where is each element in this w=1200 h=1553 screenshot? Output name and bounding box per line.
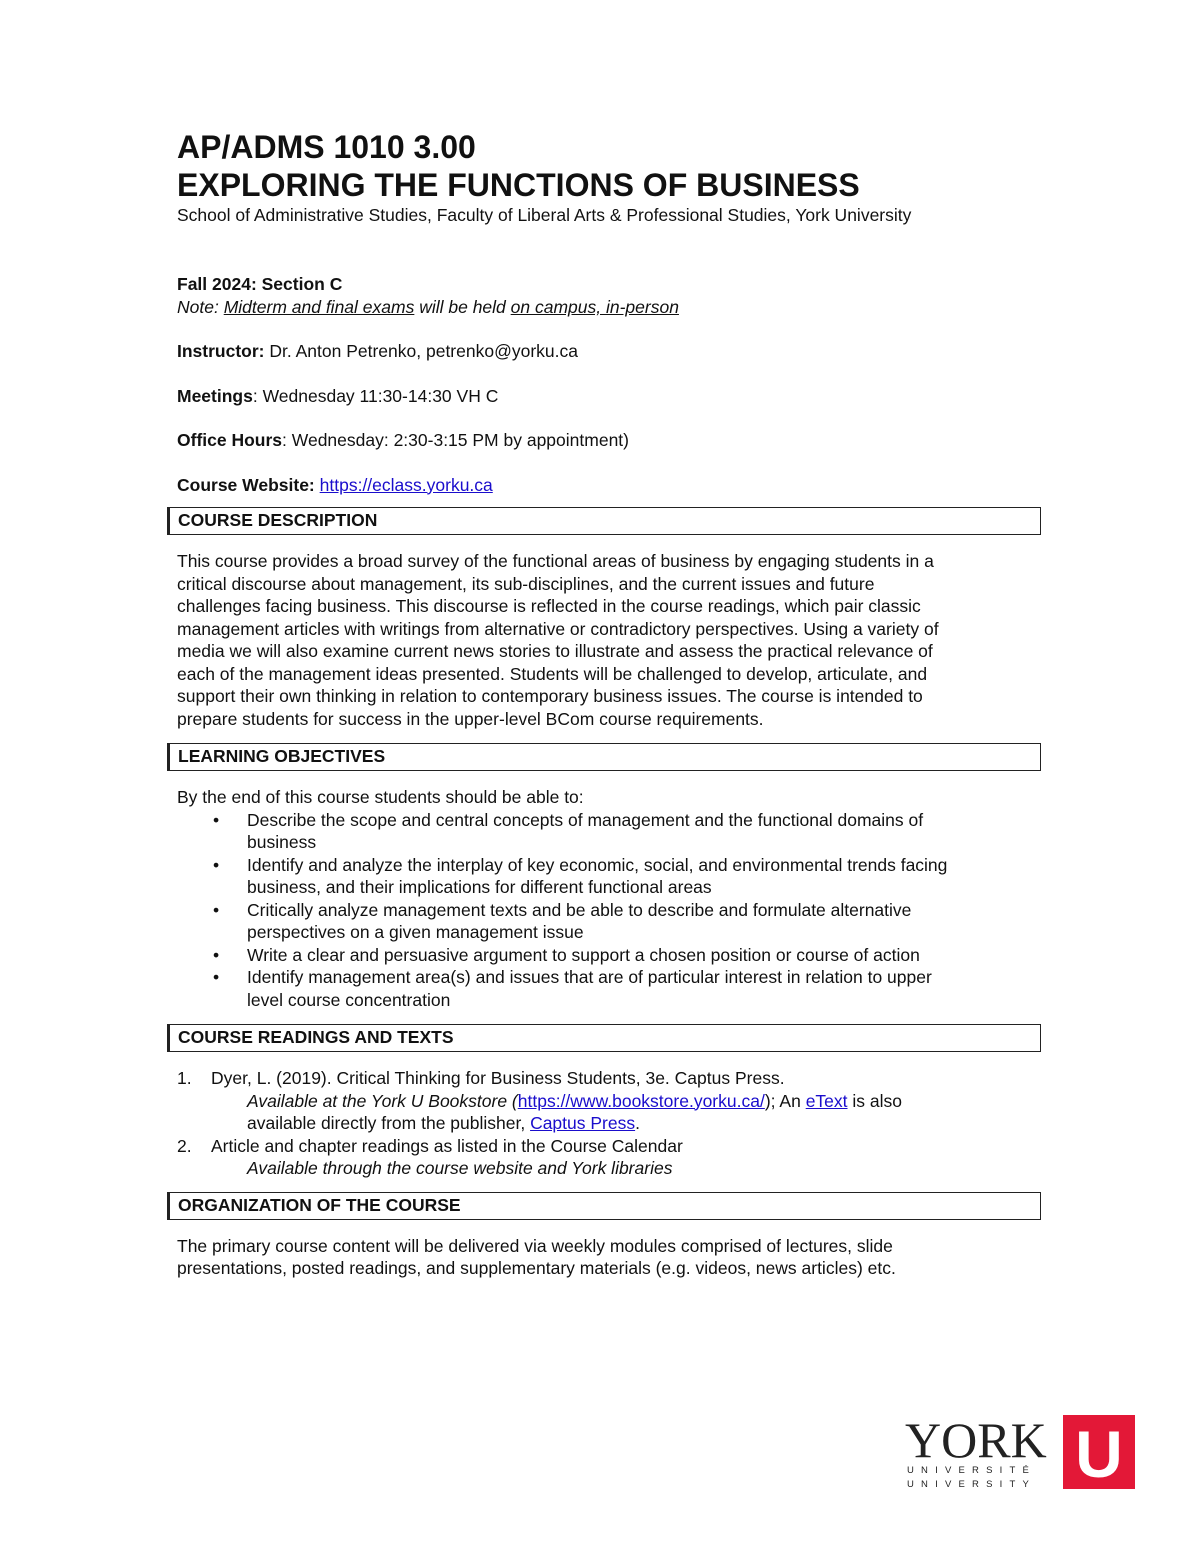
office-hours-line: Office Hours: Wednesday: 2:30-3:15 PM by appointment): [177, 430, 629, 450]
section-heading-description: COURSE DESCRIPTION: [167, 507, 1041, 535]
course-website-link[interactable]: https://eclass.yorku.ca: [319, 474, 493, 495]
description-paragraph: This course provides a broad survey of the functional areas of business by engaging students in a critical discourse about management, its sub-disciplines, and the current issues and future challenges facing business. This discourse is reflected in the course readings, which pair classic management articles with writings from alternative or contradictory perspectives. Using a variety of media we will also examine current news stories to illustrate and assess the practical relevance of each of the management ideas presented. Students will be challenged to develop, articulate, and support their own thinking in relation to contemporary business issues. The course is intended to prepare students for success in the upper-level BCom course requirements.: [177, 551, 939, 729]
document-content: [177, 128, 1043, 1280]
section-heading-readings: COURSE READINGS AND TEXTS: [167, 1024, 1041, 1052]
bookstore-link[interactable]: https://www.bookstore.yorku.ca/: [517, 1090, 765, 1111]
course-code: AP/ADMS 1010 3.00: [177, 129, 476, 165]
list-item: 2. Article and chapter readings as listed in the Course Calendar Available through the course website and York libraries: [177, 1135, 683, 1178]
etext-link[interactable]: eText: [805, 1090, 848, 1111]
school-line: School of Administrative Studies, Faculty of Liberal Arts & Professional Studies, York University: [177, 205, 912, 225]
organization-paragraph: The primary course content will be delivered via weekly modules comprised of lectures, slide presentations, posted readings, and supplementary materials (e.g. videos, news articles) etc.: [177, 1235, 896, 1278]
website-line: Course Website: https://eclass.yorku.ca: [177, 474, 493, 495]
list-item: 1. Dyer, L. (2019). Critical Thinking for Business Students, 3e. Captus Press. Available at the York U Bookstore (https://www.bookstore.yorku.ca/); An eText is also available directly from the publisher, Captus Press.: [177, 1068, 902, 1133]
section-heading-objectives: LEARNING OBJECTIVES: [167, 743, 1041, 771]
list-item: • Critically analyze management texts and be able to describe and formulate alternative perspectives on a given management issue: [213, 899, 912, 942]
logo-wordmark: YORK: [905, 1413, 1047, 1468]
list-item: • Identify and analyze the interplay of key economic, social, and environmental trends facing business, and their implications for different functional areas: [213, 854, 948, 897]
logo-line-en: UNIVERSITY: [907, 1479, 1037, 1490]
readings-list: [177, 1067, 1043, 1180]
captus-press-link[interactable]: Captus Press: [530, 1113, 636, 1133]
logo-line-fr: UNIVERSITÉ: [907, 1465, 1037, 1476]
course-title: EXPLORING THE FUNCTIONS OF BUSINESS: [177, 167, 860, 203]
list-item: • Write a clear and persuasive argument to support a chosen position or course of action: [213, 944, 920, 965]
section-heading-organization: ORGANIZATION OF THE COURSE: [167, 1192, 1041, 1220]
york-university-logo: [905, 1413, 1135, 1493]
objectives-list: [177, 809, 1043, 1012]
york-logo-graphic: [905, 1413, 1135, 1493]
list-item: • Identify management area(s) and issues that are of particular interest in relation to upper level course concentration: [213, 967, 932, 1010]
instructor-line: Instructor: Dr. Anton Petrenko, petrenko@yorku.ca: [177, 341, 578, 361]
term-label: Fall 2024: Section C: [177, 274, 343, 294]
list-item: • Describe the scope and central concepts of management and the functional domains of business: [213, 809, 924, 852]
exam-note: Note: Midterm and final exams will be held on campus, in-person: [177, 296, 679, 317]
meetings-line: Meetings: Wednesday 11:30-14:30 VH C: [177, 385, 499, 406]
objectives-intro: By the end of this course students should be able to:: [177, 787, 584, 807]
logo-letter-u: U: [1075, 1417, 1123, 1491]
